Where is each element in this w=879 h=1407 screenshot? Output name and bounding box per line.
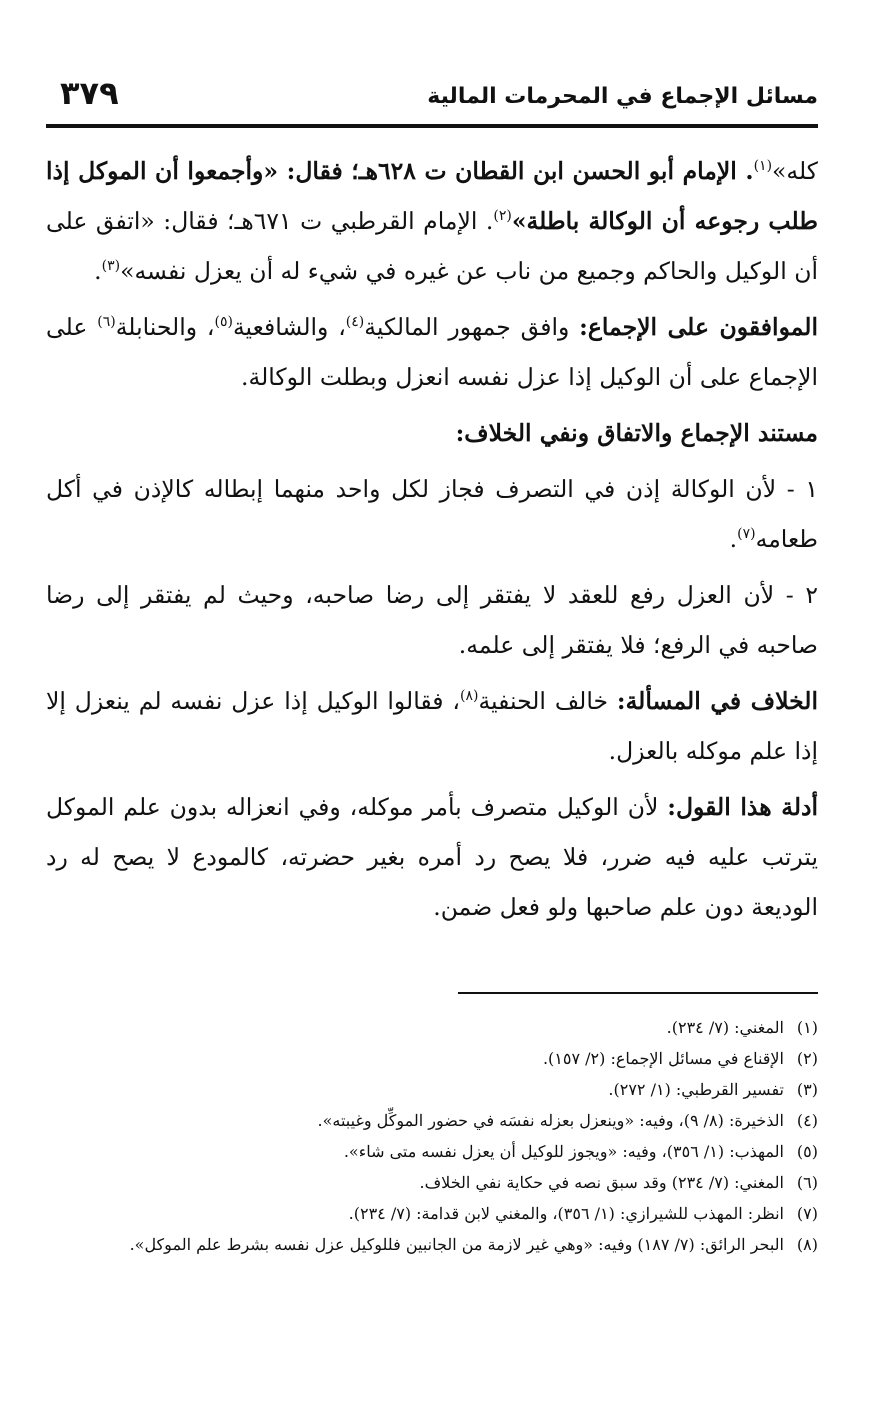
paragraph-disagreement: الخلاف في المسألة: خالف الحنفية$^{(٨)}$، فقالوا الوكيل إذا عزل نفسه لم ينعزل إلا إذا علم موكله بالعزل.	[46, 687, 818, 765]
footnote-item: (٣)تفسير القرطبي: (١/ ٢٧٢).	[608, 1080, 818, 1099]
footnotes	[46, 1012, 818, 1260]
paragraph-evidence-1: ١ - لأن الوكالة إذن في التصرف فجاز لكل واحد منهما إبطاله كالإذن في أكل طعامه$^{(٧)}$.	[46, 475, 818, 553]
paragraph-consensus-quotes: كله»$^{(١)}$. الإمام أبو الحسن ابن القطان ت ٦٢٨هـ؛ فقال: «وأجمعوا أن الموكل إذا طلب رجوعه أن الوكالة باطلة»$^{(٢)}$. الإمام القرطبي ت ٦٧١هـ؛ فقال: «اتفق على أن الوكيل والحاكم وجميع من ناب عن غيره في شيء له أن يعزل نفسه»$^{(٣)}$.	[46, 157, 818, 285]
section-lead: الخلاف في المسألة:	[616, 687, 818, 715]
footnote-ref-1[interactable]: (١)	[753, 158, 773, 175]
section-heading: مستند الإجماع والاتفاق ونفي الخلاف:	[455, 419, 818, 447]
paragraph-evidence-2: ٢ - لأن العزل رفع للعقد لا يفتقر إلى رضا صاحبه، وحيث لم يفتقر إلى رضا صاحبه في الرفع؛ فلا يفتقر إلى علمه.	[46, 581, 818, 659]
page-number: ٣٧٩	[60, 74, 119, 112]
footnote-ref-4[interactable]: (٤)	[345, 314, 365, 331]
footnote-ref-2[interactable]: (٢)	[493, 208, 512, 225]
footnote-ref-3[interactable]: (٣)	[101, 258, 121, 275]
footnote-item: (٧)انظر: المهذب للشيرازي: (١/ ٣٥٦)، والمغني لابن قدامة: (٧/ ٢٣٤).	[348, 1204, 818, 1223]
footnote-ref-6[interactable]: (٦)	[97, 314, 116, 331]
footnote-item: (٥)المهذب: (١/ ٣٥٦)، وفيه: «ويجوز للوكيل أن يعزل نفسه متى شاء».	[343, 1142, 818, 1161]
footnote-item: (٢)الإقناع في مسائل الإجماع: (٢/ ١٥٧).	[542, 1049, 818, 1068]
footnote-ref-7[interactable]: (٧)	[737, 526, 756, 543]
footnote-separator	[458, 992, 818, 994]
header-rule	[46, 124, 818, 128]
section-lead: أدلة هذا القول:	[667, 793, 818, 821]
paragraph-opinion-evidence: أدلة هذا القول: لأن الوكيل متصرف بأمر موكله، وفي انعزاله بدون علم الموكل يترتب عليه فيه ضرر، فلا يصح رد أمره بغير حضرته، كالمودع لا يصح له رد الوديعة دون علم صاحبها ولو فعل ضمن.	[46, 793, 818, 921]
footnote-item: (٤)الذخيرة: (٨/ ٩)، وفيه: «وينعزل بعزله نفسَه في حضور الموكِّل وغيبته».	[317, 1111, 818, 1130]
book-page	[46, 70, 818, 1254]
footnote-ref-5[interactable]: (٥)	[214, 314, 233, 331]
page-header	[46, 70, 818, 122]
footnote-item: (٦)المغني: (٧/ ٢٣٤) وقد سبق نصه في حكاية نفي الخلاف.	[419, 1173, 818, 1192]
paragraph-agreeing-schools: الموافقون على الإجماع: وافق جمهور المالكية$^{(٤)}$، والشافعية$^{(٥)}$، والحنابلة$^{(٦)}$ على الإجماع على أن الوكيل إذا عزل نفسه انعزل وبطلت الوكالة.	[46, 313, 818, 391]
footnote-item: (٨)البحر الرائق: (٧/ ١٨٧) وفيه: «وهي غير لازمة من الجانبين فللوكيل عزل نفسه بشرط علم الموكل».	[129, 1235, 818, 1254]
footnote-ref-8[interactable]: (٨)	[459, 688, 479, 705]
footnote-item: (١)المغني: (٧/ ٢٣٤).	[666, 1018, 818, 1037]
running-title: مسائل الإجماع في المحرمات المالية	[427, 84, 818, 109]
section-lead: الموافقون على الإجماع:	[579, 313, 818, 341]
main-text	[46, 146, 818, 938]
